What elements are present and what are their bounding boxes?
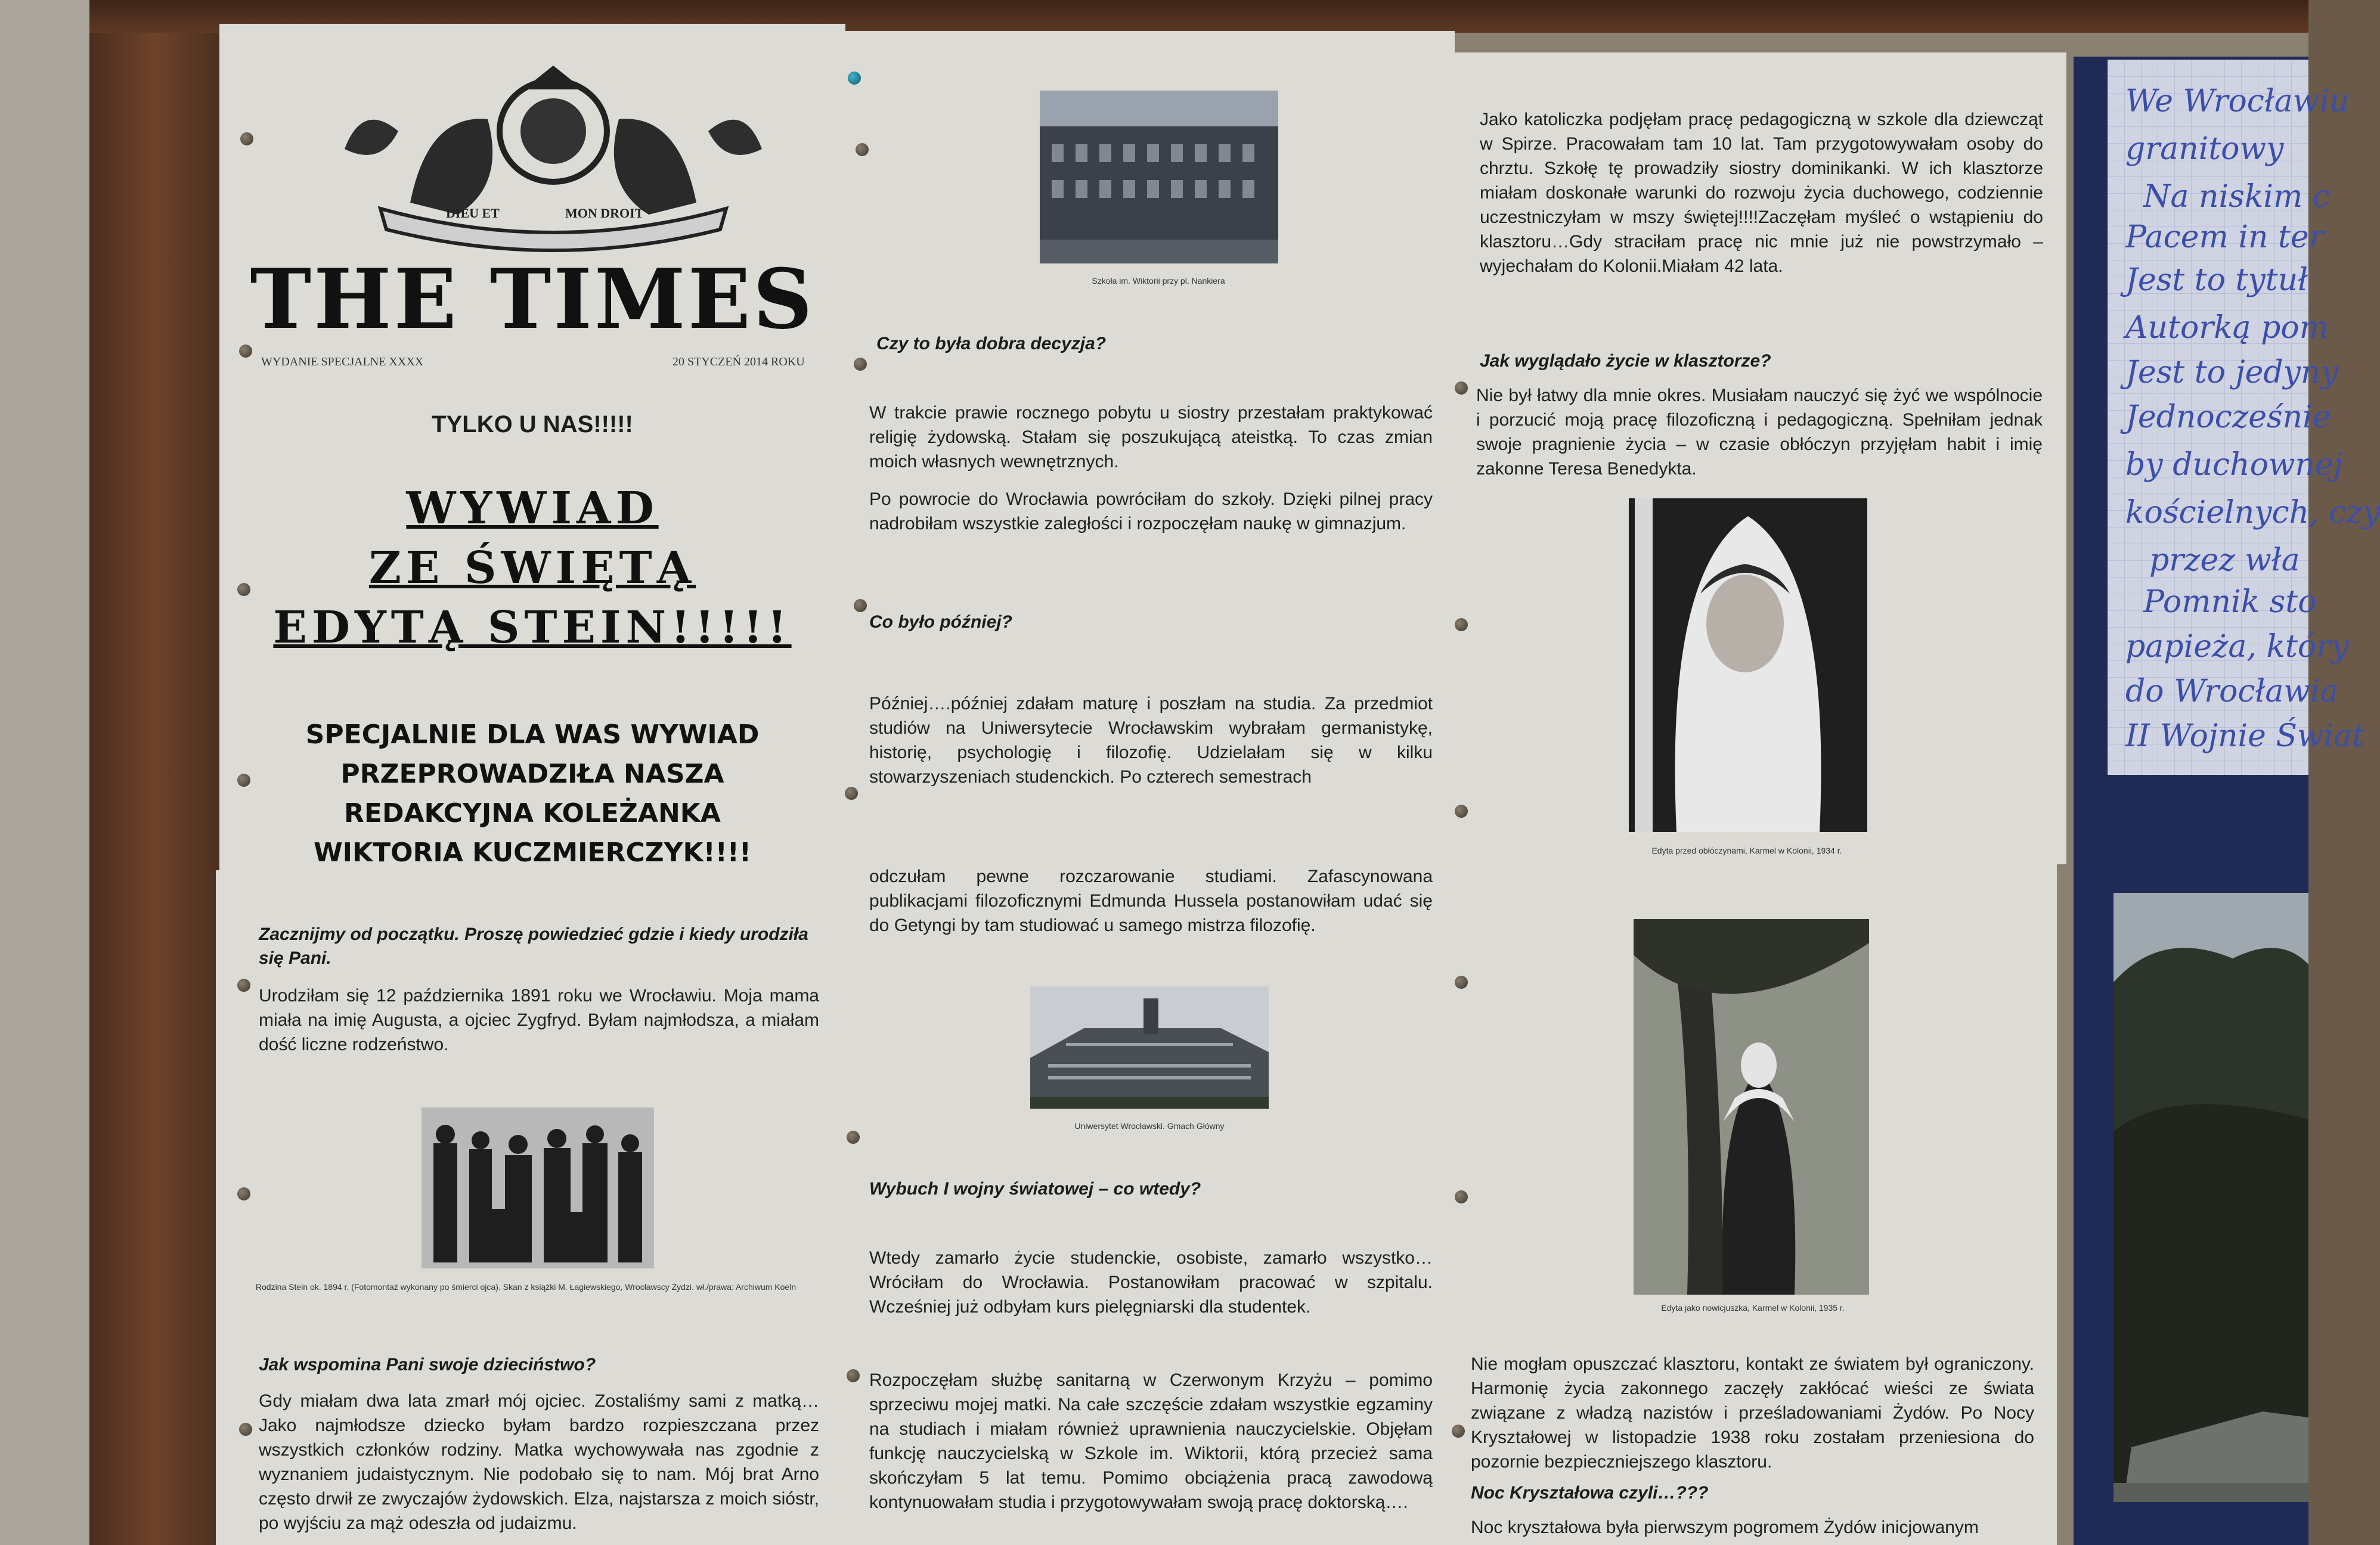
exclusive-label: TYLKO U NAS!!!!!: [432, 411, 633, 438]
answer: Wtedy zamarło życie studenckie, osobiste, zamarło wszystko…Wróciłam do Wrocławia. Postanowiłam pracować w szpitalu. Wcześniej już odbyłam kurs pielęgniarski dla studentek.: [869, 1248, 1433, 1317]
pushpin: [854, 358, 867, 371]
photo-caption: Edyta przed obłóczynami, Karmel w Kolonii, 1934 r.: [1651, 846, 1842, 855]
wall: [0, 0, 89, 1545]
interviewer-note-line: PRZEPROWADZIŁA NASZA: [340, 759, 724, 789]
handwritten-line: We Wrocławiu: [2125, 83, 2350, 119]
question: Jak wyglądało życie w klasztorze?: [1480, 351, 1771, 371]
question: Jak wspomina Pani swoje dzieciństwo?: [259, 1355, 596, 1375]
issue-label: WYDANIE SPECJALNE XXXX: [261, 355, 424, 368]
monument-park-photo: [2114, 893, 2308, 1502]
handwritten-line: II Wojnie Świat: [2125, 718, 2365, 754]
handwritten-line: do Wrocławia: [2125, 674, 2339, 709]
handwritten-line: Pacem in ter: [2125, 219, 2324, 255]
handwritten-line: granitowy: [2125, 131, 2284, 167]
crest-motto-right: MON DROIT: [565, 206, 644, 221]
answer: Rozpoczęłam służbę sanitarną w Czerwonym Krzyżu – pomimo sprzeciwu mojej matki. Na całe szczęście zdałam wszystkie egzaminy na studiach i miałam również uprawnienia nauczycielskie. Objęłam funkcję nauczycielską w Szkole im. Wiktorii, którą przecież sama skończyłam 5 lat temu. Pomimo obciążenia pracą zawodową kontynuowałam studia i przygotowywałam swoją pracę doktorską….: [869, 1370, 1433, 1512]
answer: Po powrocie do Wrocławia powróciłam do szkoły. Dzięki pilnej pracy nadrobiłam wszystkie zaległości i rozpoczęłam naukę w gimnazjum.: [869, 489, 1433, 533]
headline-line-1: WYWIAD: [406, 483, 659, 534]
pushpin: [240, 132, 253, 145]
pushpin-blue: [848, 72, 861, 85]
pushpin: [1455, 976, 1468, 989]
pushpin: [1455, 618, 1468, 631]
answer: Urodziłam się 12 października 1891 roku we Wrocławiu. Moja mama miała na imię Augusta, a ojciec Zygfryd. Byłam najmłodsza, a miałam dość liczne rodzeństwo.: [259, 986, 819, 1054]
pushpin: [1452, 1425, 1465, 1438]
pushpin: [1455, 381, 1468, 395]
handwritten-line: Autorką pom: [2125, 310, 2329, 346]
handwritten-line: Jednocześnie: [2125, 399, 2331, 435]
answer: Gdy miałam dwa lata zmarł mój ojciec. Zostaliśmy sami z matką…Jako najmłodsze dziecko byłam bardzo rozpieszczana przez wszystkich członków rodziny. Matka wychowywała nas zgodnie z wyznaniem judaistycznym. Nie podobało się to nam. Mój brat Arno często drwił ze zwyczajów żydowskich. Elza, najstarsza z moich sióstr, po wyjściu za mąż odeszła od judaizmu.: [259, 1391, 819, 1533]
newspaper-header-sheet: [219, 24, 845, 870]
column-3-bottom-sheet: [1455, 864, 2057, 1545]
pushpin: [1455, 1190, 1468, 1203]
column-1-bottom-sheet: [216, 870, 848, 1545]
handwritten-line: kościelnych, czy: [2125, 495, 2380, 530]
headline-line-2: ZE ŚWIĘTĄ: [368, 542, 696, 594]
pushpin: [239, 345, 252, 358]
question: Co było później?: [869, 612, 1012, 632]
pushpin: [847, 1369, 860, 1382]
pushpin: [847, 1131, 860, 1144]
column-3-top-sheet: [1455, 52, 2066, 864]
photo-caption: Szkoła im. Wiktorii przy pl. Nankiera: [1092, 276, 1225, 286]
issue-date: 20 STYCZEŃ 2014 ROKU: [673, 355, 805, 368]
board-frame-left: [89, 0, 221, 1545]
stein-family-photo: [422, 1107, 654, 1268]
photo-caption: Rodzina Stein ok. 1894 r. (Fotomontaż wykonany po śmierci ojca). Skan z książki M. Łagiewskiego, Wrocławscy Żydzi. wł./prawa: Archiwum Koeln: [255, 1282, 797, 1292]
photo-caption: Edyta jako nowicjuszka, Karmel w Kolonii, 1935 r.: [1661, 1303, 1845, 1313]
interviewer-note-line: SPECJALNIE DLA WAS WYWIAD: [305, 719, 760, 750]
interviewer-note-line: REDAKCYJNA KOLEŻANKA: [344, 798, 721, 829]
question: Wybuch I wojny światowej – co wtedy?: [869, 1179, 1201, 1199]
pushpin: [1455, 805, 1468, 818]
pushpin: [237, 774, 250, 787]
edith-novice-photo: [1634, 919, 1869, 1295]
university-building-photo: [1030, 986, 1269, 1109]
handwritten-line: przez wła: [2149, 542, 2300, 578]
answer: Nie mogłam opuszczać klasztoru, kontakt ze światem był ograniczony. Harmonię życia zakonnego zaczęły zakłócać wieści ze świata związane z władzą nazistów i prześladowaniami Żydów. Po Nocy Kryształowej w listopadzie 1938 roku zostałam przeniesiona do pozornie bezpieczniejszego klasztoru.: [1471, 1354, 2034, 1472]
answer: odczułam pewne rozczarowanie studiami. Zafascynowana publikacjami filozoficznymi Edmunda Hussela postanowiłam udać się do Getyngi by tam studiować u samego mistrza filozofię.: [869, 867, 1433, 935]
question: Zacznijmy od początku. Proszę powiedzieć gdzie i kiedy urodziła się Pani.: [259, 924, 808, 968]
column-2-bottom-sheet: [845, 817, 1455, 1545]
answer: Noc kryształowa była pierwszym pogromem Żydów inicjowanym: [1471, 1518, 1979, 1537]
pushpin: [845, 787, 858, 800]
handwritten-note: [2108, 60, 2380, 775]
pushpin: [237, 1187, 250, 1200]
interviewer-note: [219, 715, 845, 873]
handwritten-line: by duchownej: [2125, 447, 2343, 483]
pushpin: [854, 599, 867, 612]
handwritten-line: Na niskim c: [2143, 179, 2330, 215]
edith-veil-portrait-photo: [1629, 498, 1867, 832]
question: Czy to była dobra decyzja?: [876, 334, 1107, 353]
answer: Później….później zdałam maturę i poszłam na studia. Za przedmiot studiów na Uniwersytecie Wrocławskim wybrałam germanistykę, historię, psychologię i filozofię. Udzielałam się w kilku stowarzyszeniach studenckich. Po czterech semestrach: [869, 694, 1433, 787]
question: Noc Kryształowa czyli…???: [1471, 1483, 1709, 1503]
pushpin: [239, 1423, 252, 1436]
pushpin: [856, 143, 869, 156]
handwritten-line: Pomnik sto: [2143, 584, 2317, 620]
interviewer-note-line: WIKTORIA KUCZMIERCZYK!!!!: [314, 837, 751, 868]
handwritten-line: Jest to tytuł: [2125, 262, 2308, 298]
crest-motto-left: DIEU ET: [446, 206, 500, 221]
pushpin: [237, 583, 250, 596]
handwritten-line: Jest to jedyny: [2125, 355, 2338, 390]
headline-line-3: EDYTĄ STEIN!!!!!: [273, 602, 792, 653]
answer: Nie był łatwy dla mnie okres. Musiałam nauczyć się żyć we wspólnocie i porzucić moją pracę filozoficzną i pedagogiczną. Spełniłam jednak swoje pragnienie życia – w czasie obłóczyn przyjęłam habit i imię zakonne Teresa Benedykta.: [1476, 386, 2043, 479]
column-2-top-sheet: [845, 31, 1455, 817]
newspaper-title: THE TIMES: [250, 250, 815, 348]
school-building-photo: [1040, 91, 1278, 263]
photo-caption: Uniwersytet Wrocławski. Gmach Główny: [1074, 1121, 1225, 1131]
answer: Jako katoliczka podjęłam pracę pedagogiczną w szkole dla dziewcząt w Spirze. Pracowałam tam 10 lat. Tam przygotowywałam osoby do chrztu. Szkołę tę prowadziły siostry dominikanki. W ich klasztorze miałam doskonałe warunki do rozwoju życia duchowego, codziennie uczestniczyłam w mszy świętej!!!!Zaczęłam myśleć o wstąpieniu do klasztoru…Gdy straciłam pracę nic mnie już nie powstrzymało – wyjechałam do Kolonii.Miałam 42 lata.: [1480, 110, 2043, 276]
pushpin: [237, 979, 250, 992]
royal-crest-icon: [309, 66, 798, 244]
handwritten-line: papieża, który: [2125, 629, 2349, 665]
answer: W trakcie prawie rocznego pobytu u siostry przestałam praktykować religię żydowską. Stałam się poszukującą ateistką. To czas zmian moich własnych wewnętrznych.: [869, 403, 1433, 471]
